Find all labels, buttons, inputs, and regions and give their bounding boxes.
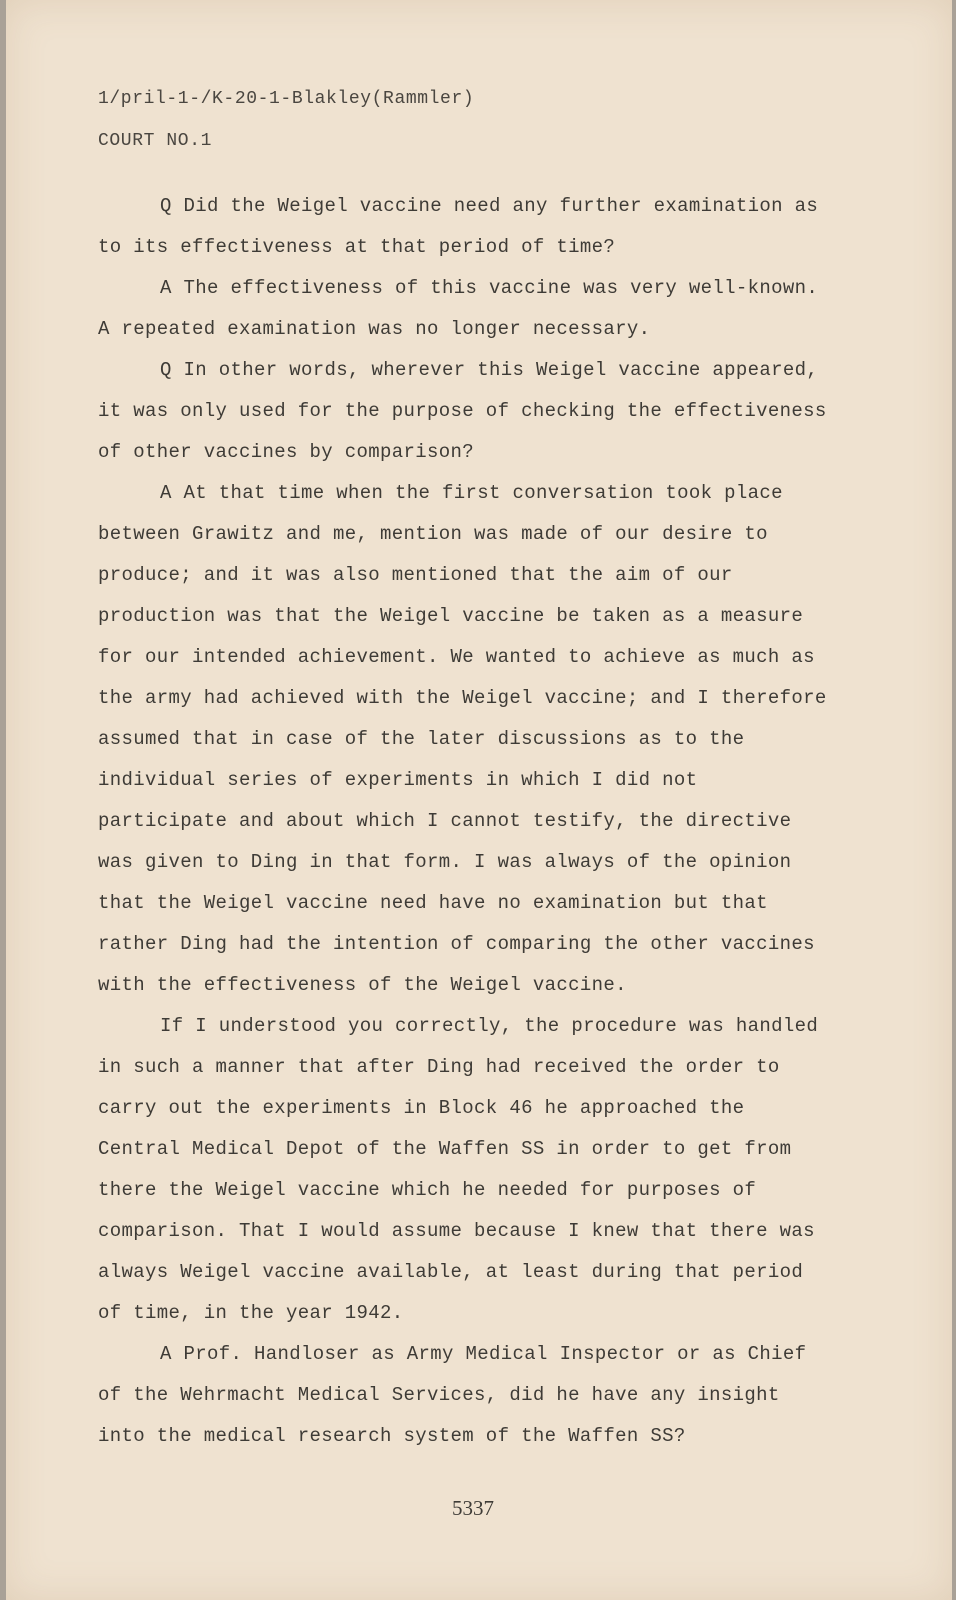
page-number: 5337 [452, 1496, 494, 1520]
court-label: COURT NO.1 [98, 131, 213, 151]
document-page [6, 0, 952, 1600]
paragraph-answer-2: A At that time when the first conversation took place between Grawitz and me, mention was made of our desire to produce; and it was also mentioned that the aim of our production was that the Weigel vaccine be taken as a measure for our intended achievement. We wanted to achieve as much as the army had achieved with the Weigel vaccine; and I therefore assumed that in case of the later discussions as to the individual series of experiments in which I did not participate and about which I cannot testify, the directive was given to Ding in that form. I was always of the opinion that the Weigel vaccine need have no examination but that rather Ding had the intention of comparing the other vaccines with the effectiveness of the Weigel vaccine. [98, 482, 827, 996]
paragraph-question-4: A Prof. Handloser as Army Medical Inspector or as Chief of the Wehrmacht Medical Services, did he have any insight into the medical research system of the Waffen SS? [98, 1343, 807, 1447]
document-header-line: 1/pril-1-/K-20-1-Blakley(Rammler) [98, 89, 475, 109]
paragraph-question-2: Q In other words, wherever this Weigel vaccine appeared, it was only used for the purpose of checking the effectiveness of other vaccines by comparison? [98, 359, 827, 463]
paragraph-question-1: Q Did the Weigel vaccine need any further examination as to its effectiveness at that period of time? [98, 195, 819, 258]
transcript-body [98, 186, 838, 1457]
paragraph-question-3: If I understood you correctly, the procedure was handled in such a manner that after Ding had received the order to carry out the experiments in Block 46 he approached the Central Medical Depot of the Waffen SS in order to get from there the Weigel vaccine which he needed for purposes of comparison. That I would assume because I knew that there was always Weigel vaccine available, at least during that period of time, in the year 1942. [98, 1015, 819, 1324]
paragraph-answer-1: A The effectiveness of this vaccine was very well-known. A repeated examination was no longer necessary. [98, 277, 819, 340]
